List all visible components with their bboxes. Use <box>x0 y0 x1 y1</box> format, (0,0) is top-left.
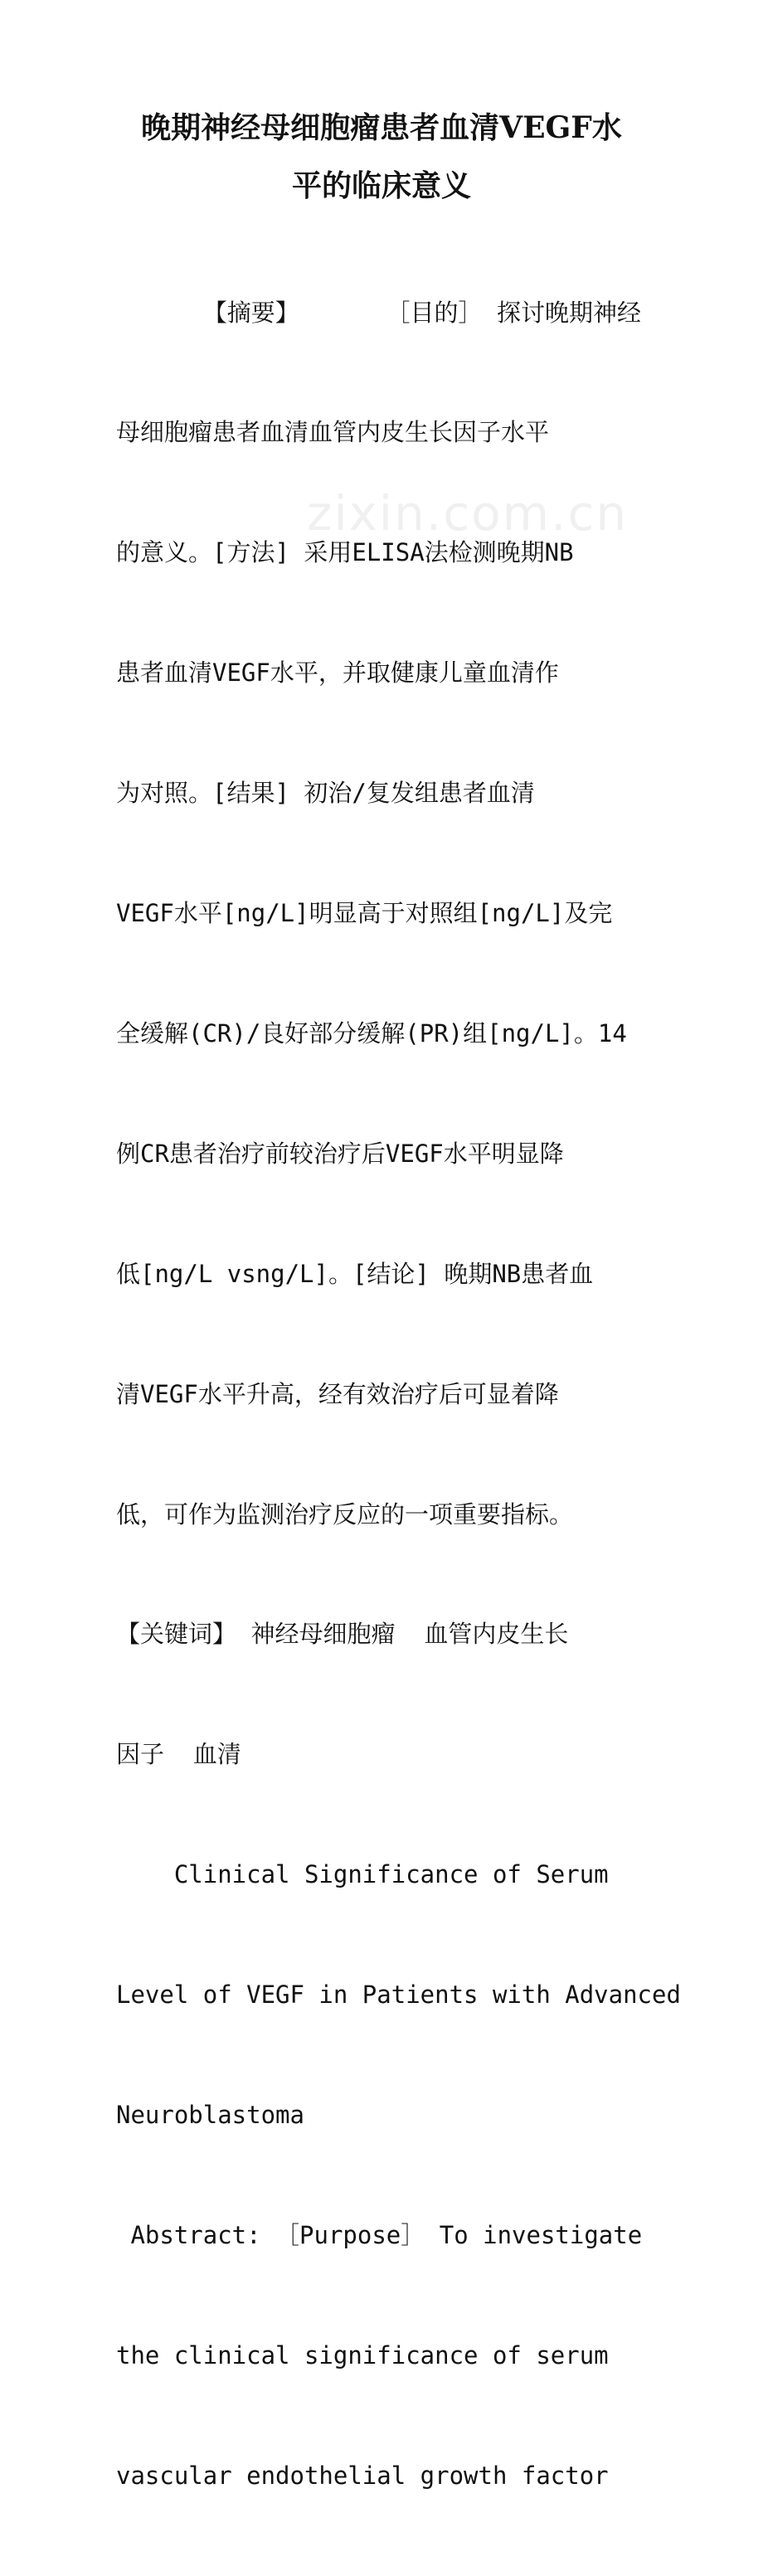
body-line: the clinical significance of serum <box>116 2340 609 2369</box>
body-line: Neuroblastoma <box>116 2100 304 2129</box>
body-line: 【摘要】 ［目的］ 探讨晚期神经 <box>116 298 641 327</box>
body-line: 低，可作为监测治疗反应的一项重要指标。 <box>116 1499 574 1529</box>
body-line: 低[ng/L vsng/L]。[结论] 晚期NB患者血 <box>116 1259 594 1288</box>
body-line: 【关键词】 神经母细胞瘤 血管内皮生长 <box>116 1620 569 1649</box>
body-line: 因子 血清 <box>116 1740 241 1769</box>
body-line: 患者血清VEGF水平，并取健康儿童血清作 <box>116 659 559 688</box>
body-line: 为对照。[结果] 初治/复发组患者血清 <box>116 779 535 808</box>
body-line: 母细胞瘤患者血清血管内皮生长因子水平 <box>116 418 550 447</box>
document-title-line-2: 平的临床意义 <box>291 168 471 203</box>
body-line: 全缓解(CR)/良好部分缓解(PR)组[ng/L]。14 <box>116 1018 627 1047</box>
body-line: 例CR患者治疗前较治疗后VEGF水平明显降 <box>116 1139 564 1168</box>
document-title-line-1: 晚期神经母细胞瘤患者血清VEGF水 <box>141 110 622 145</box>
body-line: Abstract: ［Purpose］ To investigate <box>116 2220 643 2249</box>
body-line: VEGF水平[ng/L]明显高于对照组[ng/L]及完 <box>116 899 613 928</box>
watermark: zixin.com.cn <box>307 485 629 542</box>
document-body <box>116 212 681 2576</box>
body-line: Clinical Significance of Serum <box>116 1860 609 1889</box>
body-line: Level of VEGF in Patients with Advanced <box>116 1981 681 2010</box>
body-line: vascular endothelial growth factor <box>116 2461 609 2490</box>
body-line: 的意义。[方法] 采用ELISA法检测晚期NB <box>116 538 574 567</box>
body-line: 清VEGF水平升高，经有效治疗后可显着降 <box>116 1379 559 1408</box>
